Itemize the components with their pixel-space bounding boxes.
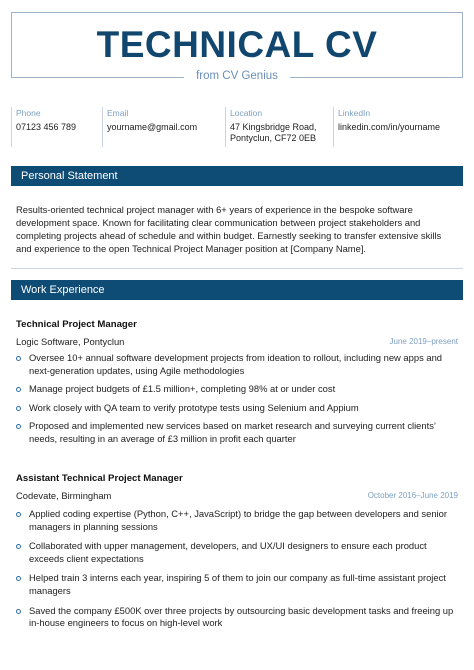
bullet-text: Manage project budgets of £1.5 million+, completing 98% at or under cost bbox=[29, 383, 336, 395]
cv-title: TECHNICAL CV bbox=[96, 24, 378, 65]
contact-linkedin bbox=[333, 107, 463, 147]
list-item bbox=[16, 420, 456, 445]
bullet-icon bbox=[16, 356, 21, 361]
contact-linkedin-label: LinkedIn bbox=[338, 108, 371, 118]
contact-location-label: Location bbox=[230, 108, 263, 118]
job-company: Logic Software, Pontyclun bbox=[16, 336, 125, 347]
job-dates: October 2016–June 2019 bbox=[367, 491, 458, 500]
list-item bbox=[16, 605, 456, 630]
job-bullets bbox=[16, 352, 456, 446]
list-item bbox=[16, 383, 456, 396]
subtitle-row bbox=[11, 70, 463, 88]
job-company: Codevate, Birmingham bbox=[16, 490, 112, 501]
section-divider bbox=[11, 268, 463, 269]
contact-linkedin-value: linkedin.com/in/yourname bbox=[338, 122, 441, 132]
bullet-text: Oversee 10+ annual software development projects from ideation to rollout, including new apps and next-generation updates, using Agile methodologies bbox=[29, 352, 443, 376]
contact-location bbox=[225, 107, 331, 147]
list-item bbox=[16, 352, 456, 377]
bullet-icon bbox=[16, 512, 21, 517]
job-title: Assistant Technical Project Manager bbox=[16, 473, 183, 484]
bullet-text: Helped train 3 interns each year, inspiring 5 of them to join our company as full-time assistant project managers bbox=[29, 572, 446, 596]
bullet-text: Proposed and implemented new services based on market research and surveying current clients’ needs, resulting in an average of £3 million in profit each quarter bbox=[29, 420, 436, 444]
bullet-icon bbox=[16, 576, 21, 581]
bullet-icon bbox=[16, 387, 21, 392]
personal-statement-text: Results-oriented technical project manager with 6+ years of experience in the bespoke software development space. Known for facilitating clear communication between project stakeholders and completing projects ahead of schedule and within budget. Earnestly seeking to transfer extensive skills and experience to the open Technical Project Manager position at [Company Name]. bbox=[16, 204, 442, 254]
work-experience-heading: Work Experience bbox=[11, 280, 463, 300]
personal-statement-heading: Personal Statement bbox=[11, 166, 463, 186]
job-bullets bbox=[16, 508, 456, 630]
contact-location-value: 47 Kingsbridge Road, Pontyclun, CF72 0EB bbox=[230, 122, 317, 143]
bullet-icon bbox=[16, 424, 21, 429]
bullet-icon bbox=[16, 609, 21, 614]
contact-phone bbox=[11, 107, 99, 147]
cv-subtitle: from CV Genius bbox=[184, 70, 290, 82]
list-item bbox=[16, 540, 456, 565]
bullet-text: Saved the company £500K over three projects by outsourcing basic development tasks and freeing up in-house engineers to focus on high-level work bbox=[29, 604, 454, 629]
contact-email-value: yourname@gmail.com bbox=[107, 122, 198, 132]
bullet-text: Work closely with QA team to verify prototype tests using Selenium and Appium bbox=[29, 401, 359, 413]
contact-phone-label: Phone bbox=[16, 108, 41, 118]
contact-email-label: Email bbox=[107, 108, 129, 118]
bullet-text: Applied coding expertise (Python, C++, JavaScript) to bridge the gap between developers and senior managers in planning sessions bbox=[29, 508, 447, 532]
contact-email bbox=[102, 107, 222, 147]
title-box bbox=[11, 12, 463, 78]
list-item bbox=[16, 508, 456, 533]
bullet-text: Collaborated with upper management, developers, and UX/UI designers to ensure each product exceeds client expectations bbox=[29, 540, 427, 564]
list-item bbox=[16, 402, 456, 415]
contact-details bbox=[11, 107, 463, 147]
contact-phone-value: 07123 456 789 bbox=[16, 122, 77, 132]
list-item bbox=[16, 572, 456, 597]
bullet-icon bbox=[16, 406, 21, 411]
bullet-icon bbox=[16, 544, 21, 549]
job-title: Technical Project Manager bbox=[16, 319, 137, 330]
job-dates: June 2019–present bbox=[389, 337, 458, 346]
